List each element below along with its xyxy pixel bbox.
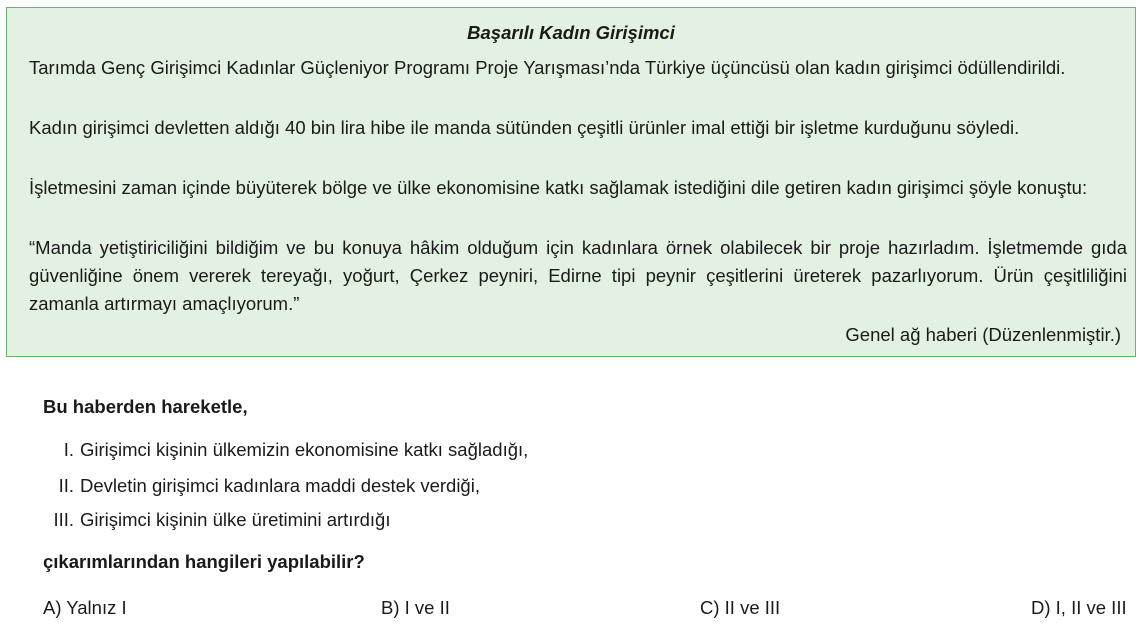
statement-1-number: I. bbox=[63, 439, 74, 460]
statement-3 bbox=[38, 507, 390, 533]
news-source: Genel ağ haberi (Düzenlenmiştir.) bbox=[845, 324, 1121, 345]
news-quote: “Manda yetiştiriciliğini bildiğim ve bu konuya hâkim olduğum için kadınlara örnek olabilecek bir proje hazırladım. İşletmemde gıda güvenliğine önem vererek tereyağı, yoğurt, Çerkez peyniri, Edirne tipi peynir çeşitlerini üreterek pazarlıyorum. Ürün çeşitliliğini zamanla artırmayı amaçlıyorum.” bbox=[29, 237, 1127, 314]
news-paragraph-1: Tarımda Genç Girişimci Kadınlar Güçleniyor Programı Proje Yarışması’nda Türkiye üçüncüsü olan kadın girişimci ödüllendirildi. bbox=[29, 57, 1066, 78]
option-b[interactable]: B) I ve II bbox=[381, 597, 450, 618]
statement-2 bbox=[38, 473, 480, 499]
option-d[interactable]: D) I, II ve III bbox=[1031, 597, 1127, 618]
news-title: Başarılı Kadın Girişimci bbox=[467, 22, 675, 43]
statement-1 bbox=[38, 437, 528, 463]
news-paragraph-3: İşletmesini zaman içinde büyüterek bölge ve ülke ekonomisine katkı sağlamak istediğini dile getiren kadın girişimci şöyle konuştu: bbox=[29, 177, 1088, 198]
statement-3-text: Girişimci kişinin ülke üretimini artırdığı bbox=[80, 509, 391, 530]
news-box bbox=[6, 7, 1136, 357]
question-lead: Bu haberden hareketle, bbox=[43, 396, 248, 417]
option-c[interactable]: C) II ve III bbox=[700, 597, 781, 618]
news-paragraph-2: Kadın girişimci devletten aldığı 40 bin lira hibe ile manda sütünden çeşitli ürünler imal ettiği bir işletme kurduğunu söyledi. bbox=[29, 117, 1020, 138]
option-a[interactable]: A) Yalnız I bbox=[43, 597, 127, 618]
statement-2-text: Devletin girişimci kadınlara maddi destek verdiği, bbox=[80, 475, 480, 496]
question-ask: çıkarımlarından hangileri yapılabilir? bbox=[43, 551, 365, 572]
statement-2-number: II. bbox=[58, 475, 74, 496]
statement-1-text: Girişimci kişinin ülkemizin ekonomisine katkı sağladığı, bbox=[80, 439, 529, 460]
statement-3-number: III. bbox=[53, 509, 74, 530]
